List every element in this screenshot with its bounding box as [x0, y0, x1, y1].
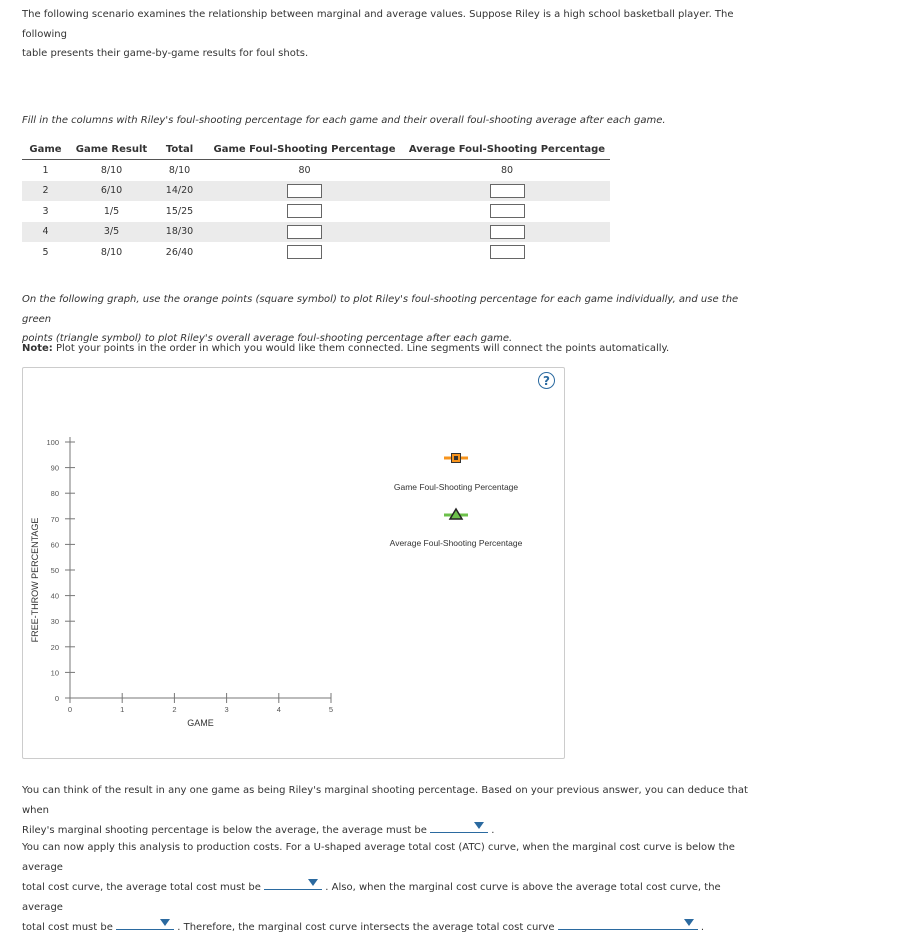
cell-result: 8/10 [100, 246, 123, 258]
question-2-line-1: You can now apply this analysis to production costs. For a U-shaped average total cost (ATC) curve, when the marginal cost curve is below the average [22, 842, 735, 873]
question-1-dropdown[interactable] [430, 820, 488, 833]
y-tick-label: 40 [50, 591, 59, 601]
cell-game-pct: 80 [298, 164, 311, 176]
question-2-line3-prefix: total cost must be [22, 922, 113, 933]
graph-instruction-line-1: On the following graph, use the orange points (square symbol) to plot Riley's foul-shooting percentage for each game individually, and use the green [22, 294, 739, 325]
y-tick-label: 0 [54, 694, 59, 703]
y-tick-label: 90 [50, 463, 59, 473]
legend-item-game-pct[interactable] [394, 454, 519, 493]
question-2-dropdown-1[interactable] [264, 877, 322, 890]
cell-result: 3/5 [69, 222, 154, 243]
note-label: Note: [22, 343, 53, 354]
chevron-down-icon [684, 919, 694, 926]
question-2-line-3 [22, 917, 762, 938]
cell-game: 3 [42, 205, 49, 217]
square-marker-center [454, 456, 458, 460]
x-tick-label: 2 [172, 705, 177, 714]
y-tick-label: 100 [46, 438, 59, 447]
chevron-down-icon [308, 879, 318, 886]
y-axis-label: FREE-THROW PERCENTAGE [30, 517, 40, 643]
x-tick-label: 4 [276, 705, 281, 714]
cell-result: 1/5 [103, 205, 120, 217]
legend-label-avg-pct: Average Foul-Shooting Percentage [389, 538, 523, 548]
help-icon[interactable]: ? [538, 372, 555, 389]
x-tick-label: 1 [120, 705, 125, 714]
question-2 [22, 838, 762, 938]
x-axis-label: GAME [187, 718, 214, 728]
chevron-down-icon [160, 919, 170, 926]
question-2-line3-middle: . Therefore, the marginal cost curve intersects the average total cost curve [177, 922, 555, 933]
x-tick-label: 0 [67, 705, 73, 714]
question-1-line-1: You can think of the result in any one game as being Riley's marginal shooting percentage. Based on your previous answer, you can deduce that when [22, 785, 748, 816]
intro-line-1: The following scenario examines the relationship between marginal and average values. Suppose Riley is a high school basketball player. The following [22, 9, 734, 40]
header-game-pct: Game Foul-Shooting Percentage [205, 139, 404, 160]
note-body: Plot your points in the order in which you would like them connected. Line segments will connect the points automatically. [52, 343, 670, 354]
chevron-down-icon [474, 822, 484, 829]
question-2-dropdown-2[interactable] [116, 917, 174, 930]
header-avg-pct: Average Foul-Shooting Percentage [404, 139, 610, 160]
intro-line-2: table presents their game-by-game results for foul shots. [22, 48, 309, 59]
question-1 [22, 781, 762, 841]
question-2-line-2 [22, 877, 762, 917]
y-tick-label: 20 [50, 642, 59, 652]
cell-result: 8/10 [100, 164, 123, 176]
x-tick-label: 3 [224, 705, 229, 714]
y-tick-label: 10 [50, 668, 59, 678]
cell-avg-pct: 80 [500, 164, 514, 176]
question-2-line3-suffix: . [700, 922, 705, 933]
legend-item-avg-pct[interactable] [390, 509, 523, 548]
y-tick-label: 30 [50, 617, 59, 627]
question-2-dropdown-3[interactable] [558, 917, 698, 930]
graph-instruction-line-2: points (triangle symbol) to plot Riley's overall average foul-shooting percentage after each game. [22, 333, 513, 344]
y-tick-label: 70 [50, 514, 59, 524]
y-tick-label: 60 [50, 540, 59, 550]
cell-game: 2 [22, 181, 69, 202]
cell-game: 1 [42, 164, 49, 176]
header-game-result: Game Result [69, 139, 154, 160]
cell-total: 8/10 [168, 164, 191, 176]
question-2-suffix: . Also, when the marginal cost curve is above the average total cost curve, the average [22, 882, 721, 913]
question-1-suffix: . [491, 825, 495, 836]
chart-legend[interactable] [390, 454, 523, 549]
cell-total: 15/25 [165, 205, 194, 217]
cell-total: 18/30 [154, 222, 205, 243]
question-1-prefix: Riley's marginal shooting percentage is below the average, the average must be [22, 825, 427, 836]
header-total: Total [154, 139, 205, 160]
table-instruction: Fill in the columns with Riley's foul-shooting percentage for each game and their overall foul-shooting average after each game. [22, 115, 666, 126]
question-2-prefix: total cost curve, the average total cost must be [22, 882, 261, 893]
header-game: Game [22, 139, 69, 160]
y-tick-label: 80 [50, 489, 59, 499]
chart-axes [30, 437, 333, 728]
cell-total: 14/20 [154, 181, 205, 202]
legend-label-game-pct: Game Foul-Shooting Percentage [393, 482, 519, 492]
cell-game: 5 [42, 246, 49, 258]
cell-game: 4 [22, 222, 69, 243]
y-tick-label: 50 [50, 566, 59, 575]
cell-result: 6/10 [69, 181, 154, 202]
cell-total: 26/40 [165, 246, 194, 258]
x-tick-label: 5 [328, 705, 334, 714]
